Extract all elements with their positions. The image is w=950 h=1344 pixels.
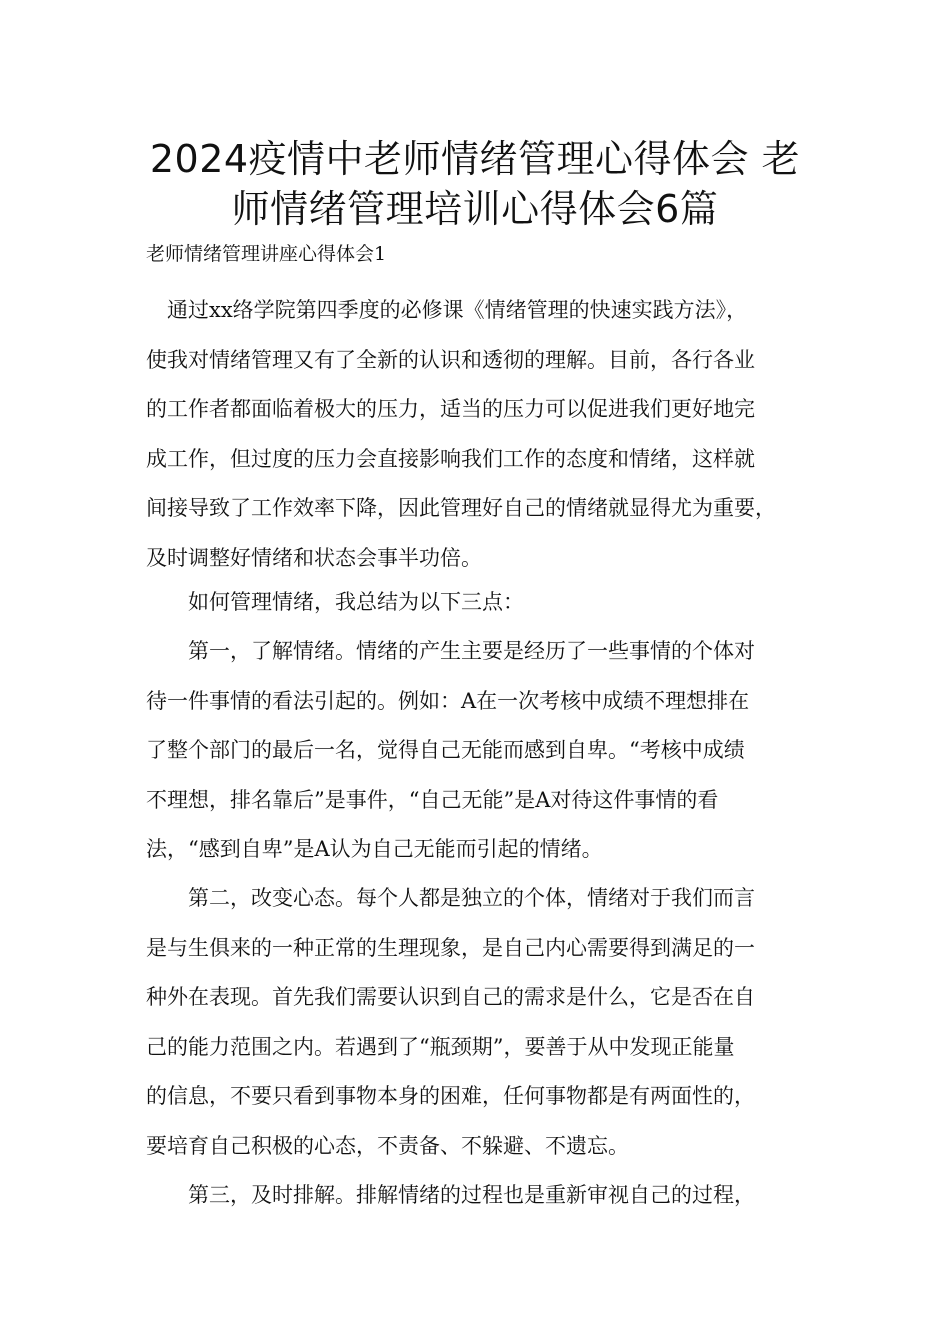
document-title [90, 134, 860, 234]
paragraph-line: 第一，了解情绪。情绪的产生主要是经历了一些事情的个体对 [146, 639, 755, 663]
paragraph-line: 不理想，排名靠后”是事件，“自己无能”是A对待这件事情的看 [146, 787, 719, 812]
paragraph-intro [146, 286, 836, 583]
paragraph-line: 种外在表现。首先我们需要认识到自己的需求是什么，它是否在自 [146, 985, 755, 1009]
paragraph-line: 及时调整好情绪和状态会事半功倍。 [146, 545, 482, 570]
paragraph-summary [146, 578, 836, 628]
section-subtitle: 老师情绪管理讲座心得体会1 [146, 243, 387, 265]
paragraph-line: 了整个部门的最后一名，觉得自己无能而感到自卑。“考核中成绩 [146, 738, 745, 762]
paragraph-line: 法，“感到自卑”是A认为自己无能而引起的情绪。 [146, 837, 603, 861]
paragraph-line: 如何管理情绪，我总结为以下三点： [146, 590, 524, 614]
paragraph-line: 通过xx络学院第四季度的必修课《情绪管理的快速实践方法》， [146, 298, 748, 322]
paragraph-line: 己的能力范围之内。若遇到了“瓶颈期”，要善于从中发现正能量 [146, 1034, 735, 1059]
paragraph-line: 待一件事情的看法引起的。例如：A在一次考核中成绩不理想排在 [146, 688, 750, 713]
paragraph-point-one [146, 627, 836, 875]
paragraph-point-three [146, 1171, 836, 1221]
title-line-2: 师情绪管理培训心得体会6篇 [231, 187, 719, 231]
paragraph-line: 成工作，但过度的压力会直接影响我们工作的态度和情绪，这样就 [146, 446, 755, 471]
paragraph-line: 第三，及时排解。排解情绪的过程也是重新审视自己的过程， [146, 1183, 755, 1207]
paragraph-line: 的工作者都面临着极大的压力，适当的压力可以促进我们更好地完 [146, 397, 755, 421]
paragraph-line: 是与生俱来的一种正常的生理现象，是自己内心需要得到满足的一 [146, 935, 755, 960]
paragraph-point-two [146, 874, 836, 1171]
paragraph-line: 间接导致了工作效率下降，因此管理好自己的情绪就显得尤为重要， [146, 496, 776, 520]
paragraph-line: 要培育自己积极的心态，不责备、不躲避、不遗忘。 [146, 1133, 629, 1158]
paragraph-line: 第二，改变心态。每个人都是独立的个体，情绪对于我们而言 [146, 886, 755, 910]
paragraph-line: 的信息，不要只看到事物本身的困难，任何事物都是有两面性的， [146, 1084, 755, 1108]
paragraph-line: 使我对情绪管理又有了全新的认识和透彻的理解。目前，各行各业 [146, 347, 755, 372]
title-line-1: 2024疫情中老师情绪管理心得体会 老 [149, 137, 801, 181]
